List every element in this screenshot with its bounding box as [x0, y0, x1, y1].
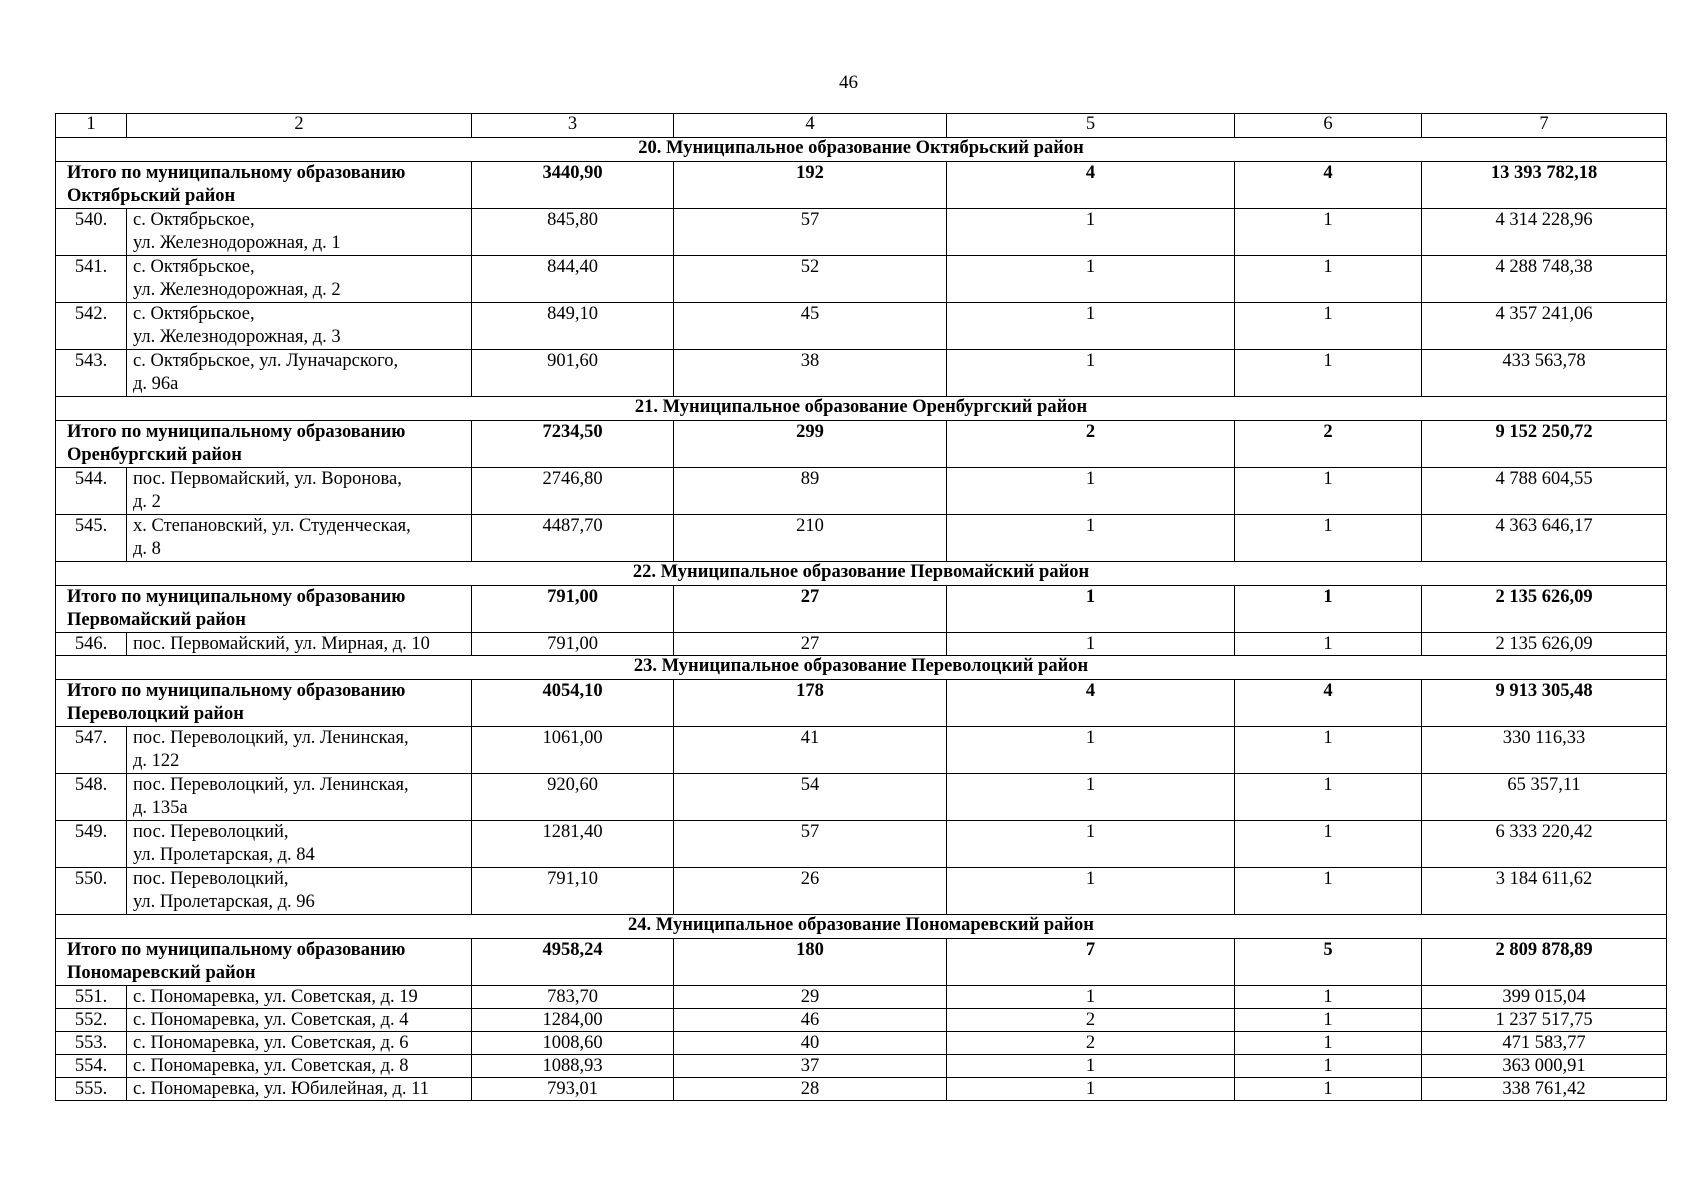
address-line1: с. Октябрьское, ул. Луначарского, [133, 351, 399, 371]
address-line1: с. Пономаревка, ул. Советская, д. 4 [133, 1010, 409, 1030]
address-line1: с. Октябрьское, [133, 210, 255, 230]
value-c3: 1284,00 [472, 1009, 674, 1032]
value-c5: 1 [947, 256, 1235, 303]
value-c5: 1 [947, 986, 1235, 1009]
total-value-c5: 1 [947, 586, 1235, 633]
address-line1: пос. Переволоцкий, [133, 869, 289, 889]
address-cell [127, 633, 472, 656]
value-c3: 1061,00 [472, 727, 674, 774]
total-label-line2: Первомайский район [67, 610, 246, 630]
value-c4: 52 [674, 256, 947, 303]
value-c3: 844,40 [472, 256, 674, 303]
table-body [56, 114, 1667, 1101]
table-row [56, 256, 1667, 303]
address-line1: с. Пономаревка, ул. Советская, д. 8 [133, 1056, 409, 1076]
value-c5: 1 [947, 868, 1235, 915]
address-line2: д. 122 [133, 751, 180, 771]
value-c6: 1 [1235, 774, 1422, 821]
address-line1: с. Пономаревка, ул. Юбилейная, д. 11 [133, 1079, 429, 1099]
table-row [56, 1055, 1667, 1078]
value-c3: 901,60 [472, 350, 674, 397]
value-c6: 1 [1235, 1078, 1422, 1101]
value-c5: 1 [947, 209, 1235, 256]
value-c4: 41 [674, 727, 947, 774]
value-c6: 1 [1235, 1032, 1422, 1055]
value-c4: 38 [674, 350, 947, 397]
column-number-cell: 2 [127, 114, 472, 138]
value-c4: 89 [674, 468, 947, 515]
address-cell [127, 727, 472, 774]
value-c6: 1 [1235, 821, 1422, 868]
value-c7: 4 363 646,17 [1422, 515, 1667, 562]
value-c7: 6 333 220,42 [1422, 821, 1667, 868]
section-title-row [56, 915, 1667, 939]
value-c7: 4 314 228,96 [1422, 209, 1667, 256]
value-c5: 1 [947, 468, 1235, 515]
row-number: 540. [56, 209, 127, 256]
column-number-cell: 1 [56, 114, 127, 138]
value-c6: 1 [1235, 727, 1422, 774]
address-cell [127, 986, 472, 1009]
value-c7: 65 357,11 [1422, 774, 1667, 821]
total-value-c3: 4958,24 [472, 939, 674, 986]
section-title-row [56, 138, 1667, 162]
address-cell [127, 209, 472, 256]
row-number: 542. [56, 303, 127, 350]
address-cell [127, 468, 472, 515]
section-total-row [56, 162, 1667, 209]
section-title-row [56, 397, 1667, 421]
address-line2: д. 135а [133, 798, 188, 818]
value-c3: 845,80 [472, 209, 674, 256]
column-number-cell: 3 [472, 114, 674, 138]
value-c6: 1 [1235, 350, 1422, 397]
total-value-c4: 299 [674, 421, 947, 468]
total-value-c3: 791,00 [472, 586, 674, 633]
total-label [56, 939, 472, 986]
value-c3: 1008,60 [472, 1032, 674, 1055]
address-cell [127, 821, 472, 868]
value-c4: 29 [674, 986, 947, 1009]
address-cell [127, 868, 472, 915]
value-c3: 920,60 [472, 774, 674, 821]
address-cell [127, 1009, 472, 1032]
total-value-c6: 4 [1235, 680, 1422, 727]
total-value-c4: 27 [674, 586, 947, 633]
address-cell [127, 256, 472, 303]
total-value-c4: 178 [674, 680, 947, 727]
value-c4: 40 [674, 1032, 947, 1055]
table-row [56, 727, 1667, 774]
value-c6: 1 [1235, 515, 1422, 562]
value-c5: 1 [947, 1055, 1235, 1078]
address-line2: ул. Железнодорожная, д. 2 [133, 280, 341, 300]
total-label [56, 586, 472, 633]
row-number: 543. [56, 350, 127, 397]
address-line1: с. Октябрьское, [133, 304, 255, 324]
section-title-row [56, 562, 1667, 586]
value-c7: 3 184 611,62 [1422, 868, 1667, 915]
total-value-c6: 4 [1235, 162, 1422, 209]
address-line2: д. 8 [133, 539, 161, 559]
total-value-c4: 180 [674, 939, 947, 986]
section-title: 22. Муниципальное образование Первомайский район [56, 562, 1667, 586]
value-c5: 1 [947, 515, 1235, 562]
value-c4: 28 [674, 1078, 947, 1101]
address-line2: д. 96а [133, 374, 179, 394]
total-value-c7: 9 913 305,48 [1422, 680, 1667, 727]
value-c3: 791,10 [472, 868, 674, 915]
address-line2: ул. Железнодорожная, д. 1 [133, 233, 341, 253]
total-value-c5: 4 [947, 680, 1235, 727]
value-c7: 4 788 604,55 [1422, 468, 1667, 515]
data-table [55, 113, 1667, 1101]
value-c5: 1 [947, 774, 1235, 821]
value-c3: 793,01 [472, 1078, 674, 1101]
total-value-c3: 3440,90 [472, 162, 674, 209]
total-label-line1: Итого по муниципальному образованию [67, 163, 406, 183]
total-label [56, 421, 472, 468]
value-c6: 1 [1235, 1009, 1422, 1032]
value-c7: 433 563,78 [1422, 350, 1667, 397]
total-value-c3: 4054,10 [472, 680, 674, 727]
section-title: 21. Муниципальное образование Оренбургский район [56, 397, 1667, 421]
row-number: 544. [56, 468, 127, 515]
table-row [56, 468, 1667, 515]
column-number-row [56, 114, 1667, 138]
section-title: 23. Муниципальное образование Переволоцкий район [56, 656, 1667, 680]
table-row [56, 515, 1667, 562]
address-cell [127, 1055, 472, 1078]
table-row [56, 350, 1667, 397]
section-total-row [56, 680, 1667, 727]
total-label [56, 680, 472, 727]
value-c7: 1 237 517,75 [1422, 1009, 1667, 1032]
row-number: 551. [56, 986, 127, 1009]
value-c7: 363 000,91 [1422, 1055, 1667, 1078]
page-number: 46 [839, 72, 858, 93]
table-row [56, 868, 1667, 915]
row-number: 547. [56, 727, 127, 774]
table-row [56, 209, 1667, 256]
value-c6: 1 [1235, 303, 1422, 350]
table-row [56, 303, 1667, 350]
row-number: 549. [56, 821, 127, 868]
row-number: 553. [56, 1032, 127, 1055]
value-c6: 1 [1235, 1055, 1422, 1078]
address-line2: ул. Пролетарская, д. 96 [133, 892, 315, 912]
address-line1: пос. Первомайский, ул. Мирная, д. 10 [133, 634, 430, 654]
total-value-c6: 5 [1235, 939, 1422, 986]
address-line1: с. Пономаревка, ул. Советская, д. 6 [133, 1033, 409, 1053]
value-c3: 849,10 [472, 303, 674, 350]
row-number: 555. [56, 1078, 127, 1101]
value-c5: 2 [947, 1009, 1235, 1032]
total-label-line2: Пономаревский район [67, 963, 256, 983]
total-label-line1: Итого по муниципальному образованию [67, 422, 406, 442]
address-cell [127, 1032, 472, 1055]
address-line1: пос. Первомайский, ул. Воронова, [133, 469, 402, 489]
address-line1: пос. Переволоцкий, ул. Ленинская, [133, 775, 409, 795]
section-total-row [56, 586, 1667, 633]
table-row [56, 986, 1667, 1009]
address-cell [127, 1078, 472, 1101]
address-line2: ул. Железнодорожная, д. 3 [133, 327, 341, 347]
value-c4: 27 [674, 633, 947, 656]
value-c6: 1 [1235, 468, 1422, 515]
value-c7: 399 015,04 [1422, 986, 1667, 1009]
total-value-c7: 13 393 782,18 [1422, 162, 1667, 209]
value-c5: 2 [947, 1032, 1235, 1055]
value-c6: 1 [1235, 986, 1422, 1009]
table-row [56, 1009, 1667, 1032]
section-title: 20. Муниципальное образование Октябрьский район [56, 138, 1667, 162]
value-c4: 46 [674, 1009, 947, 1032]
address-line2: д. 2 [133, 492, 161, 512]
value-c3: 791,00 [472, 633, 674, 656]
value-c7: 338 761,42 [1422, 1078, 1667, 1101]
table-row [56, 774, 1667, 821]
value-c5: 1 [947, 303, 1235, 350]
row-number: 548. [56, 774, 127, 821]
total-label [56, 162, 472, 209]
total-label-line2: Оренбургский район [67, 445, 242, 465]
value-c5: 1 [947, 1078, 1235, 1101]
value-c4: 57 [674, 821, 947, 868]
total-label-line1: Итого по муниципальному образованию [67, 940, 406, 960]
value-c7: 471 583,77 [1422, 1032, 1667, 1055]
row-number: 554. [56, 1055, 127, 1078]
value-c4: 45 [674, 303, 947, 350]
value-c4: 54 [674, 774, 947, 821]
table-row [56, 633, 1667, 656]
value-c6: 1 [1235, 209, 1422, 256]
value-c7: 4 357 241,06 [1422, 303, 1667, 350]
total-value-c7: 2 135 626,09 [1422, 586, 1667, 633]
total-value-c7: 9 152 250,72 [1422, 421, 1667, 468]
address-line1: с. Октябрьское, [133, 257, 255, 277]
value-c3: 2746,80 [472, 468, 674, 515]
total-label-line1: Итого по муниципальному образованию [67, 681, 406, 701]
total-value-c3: 7234,50 [472, 421, 674, 468]
value-c6: 1 [1235, 633, 1422, 656]
total-label-line2: Октябрьский район [67, 186, 236, 206]
row-number: 546. [56, 633, 127, 656]
address-line1: х. Степановский, ул. Студенческая, [133, 516, 411, 536]
row-number: 550. [56, 868, 127, 915]
total-value-c7: 2 809 878,89 [1422, 939, 1667, 986]
column-number-cell: 7 [1422, 114, 1667, 138]
section-total-row [56, 939, 1667, 986]
value-c7: 2 135 626,09 [1422, 633, 1667, 656]
total-value-c6: 1 [1235, 586, 1422, 633]
address-line1: пос. Переволоцкий, [133, 822, 289, 842]
section-title-row [56, 656, 1667, 680]
total-value-c5: 4 [947, 162, 1235, 209]
value-c3: 1281,40 [472, 821, 674, 868]
value-c4: 26 [674, 868, 947, 915]
value-c3: 783,70 [472, 986, 674, 1009]
value-c6: 1 [1235, 868, 1422, 915]
value-c3: 1088,93 [472, 1055, 674, 1078]
value-c4: 57 [674, 209, 947, 256]
address-line1: пос. Переволоцкий, ул. Ленинская, [133, 728, 409, 748]
address-cell [127, 350, 472, 397]
address-cell [127, 515, 472, 562]
value-c5: 1 [947, 350, 1235, 397]
section-title: 24. Муниципальное образование Пономаревский район [56, 915, 1667, 939]
total-value-c6: 2 [1235, 421, 1422, 468]
total-value-c4: 192 [674, 162, 947, 209]
address-cell [127, 774, 472, 821]
value-c3: 4487,70 [472, 515, 674, 562]
value-c5: 1 [947, 727, 1235, 774]
row-number: 541. [56, 256, 127, 303]
total-value-c5: 2 [947, 421, 1235, 468]
row-number: 552. [56, 1009, 127, 1032]
column-number-cell: 6 [1235, 114, 1422, 138]
total-label-line2: Переволоцкий район [67, 704, 244, 724]
value-c7: 330 116,33 [1422, 727, 1667, 774]
value-c6: 1 [1235, 256, 1422, 303]
value-c4: 210 [674, 515, 947, 562]
value-c7: 4 288 748,38 [1422, 256, 1667, 303]
value-c5: 1 [947, 633, 1235, 656]
total-value-c5: 7 [947, 939, 1235, 986]
row-number: 545. [56, 515, 127, 562]
address-line1: с. Пономаревка, ул. Советская, д. 19 [133, 987, 418, 1007]
address-cell [127, 303, 472, 350]
table-row [56, 1032, 1667, 1055]
table-row [56, 821, 1667, 868]
total-label-line1: Итого по муниципальному образованию [67, 587, 406, 607]
table-row [56, 1078, 1667, 1101]
value-c4: 37 [674, 1055, 947, 1078]
value-c5: 1 [947, 821, 1235, 868]
section-total-row [56, 421, 1667, 468]
address-line2: ул. Пролетарская, д. 84 [133, 845, 315, 865]
column-number-cell: 4 [674, 114, 947, 138]
column-number-cell: 5 [947, 114, 1235, 138]
